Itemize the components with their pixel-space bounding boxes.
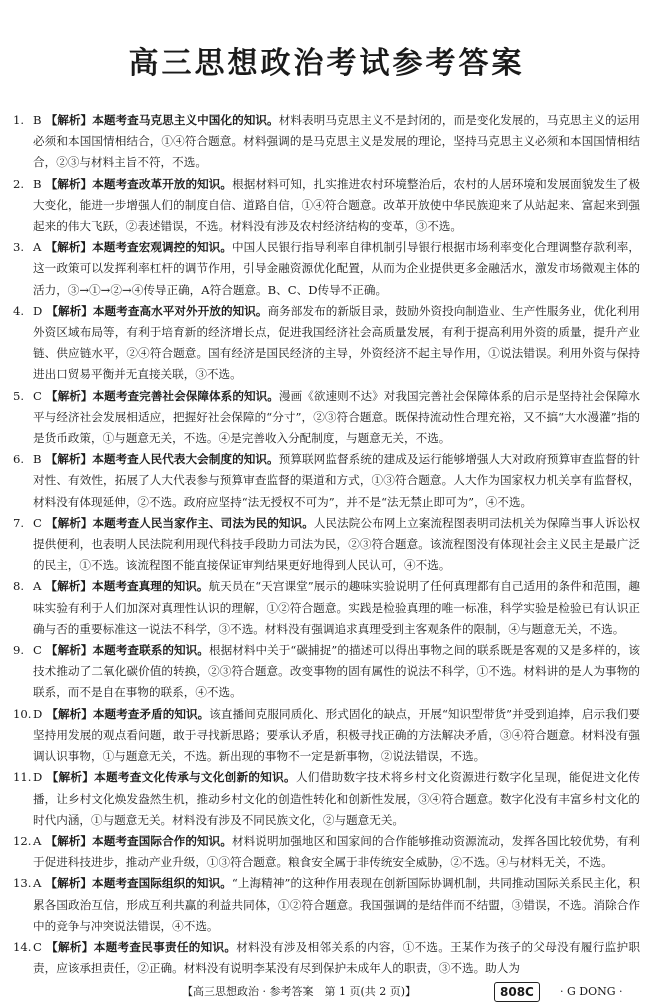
page-footer (0, 981, 653, 1003)
analysis-tag: 【解析】 (45, 939, 94, 954)
question-number: 4. (13, 303, 25, 318)
analysis-text: 该直播间克服同质化、形式固化的缺点，开展“知识型带货”并受到追捧，启示我们要坚持用发展的观点看问题，敢于寻找新思路；要承认矛盾，积极寻找正确的方法解决矛盾，③④符合题意。材料没有强调认识事物，①与题意无关，不选。新出现的事物不一定是新事物，②说法错误，不选。 (33, 706, 640, 764)
page-title: 高三思想政治考试参考答案 (128, 46, 525, 81)
question-number: 9. (13, 643, 25, 658)
answer-item (13, 449, 640, 513)
topic-statement: 本题考查高水平对外开放的知识。 (92, 303, 268, 318)
analysis-text: 根据材料可知，扎实推进农村环境整治后，农村的人居环境和发展面貌发生了极大变化，能进一步增强人们的制度自信、道路自信，①④符合题意。改革开放使中华民族迎来了从站起来、富起来到强起来的伟大飞跃，②表述错误，不选。材料没有涉及农村经济结构的变革，③不选。 (33, 176, 640, 234)
answer-letter: C (33, 388, 42, 403)
answer-letter: C (33, 939, 42, 954)
analysis-tag: 【解析】 (45, 876, 93, 891)
answer-letter: D (33, 706, 43, 721)
answer-letter: A (33, 579, 42, 594)
answer-item (13, 301, 640, 386)
analysis-text: 漫画《欲速则不达》对我国完善社会保障体系的启示是坚持社会保障水平与经济社会发展相适应，把握好社会保障的“分寸”，②③符合题意。既保持流动性合理充裕，又不搞“大水漫灌”指的是货币政策，①与题意无关，不选。④是完善收入分配制度，与题意无关，不选。 (33, 388, 640, 446)
analysis-text: 航天员在“天宫课堂”展示的趣味实验说明了任何真理都有自己适用的条件和范围，趣味实验有利于人们加深对真理性认识的理解，①②符合题意。实践是检验真理的唯一标准，科学实验是检验已有认识正确与否的重要标准这一说法不科学，③不选。材料没有强调追求真理受到主客观条件的限制，④与题意无关，不选。 (33, 579, 640, 636)
analysis-text: 根据材料中关于“碳捕捉”的描述可以得出事物之间的联系既是客观的又是多样的，该技术推动了二氧化碳价值的转换，②③符合题意。改变事物的固有属性的说法不科学，①不选。材料讲的是人为事物的联系，而不是自在事物的联系，④不选。 (33, 643, 640, 700)
answer-item (13, 704, 640, 768)
answer-letter: A (33, 876, 42, 891)
analysis-tag: 【解析】 (46, 303, 93, 318)
answer-letter: B (33, 452, 42, 467)
answer-letter: B (33, 176, 42, 191)
topic-statement: 本题考查国际组织的知识。 (92, 876, 232, 891)
paper-code-badge: 808C (494, 982, 540, 1002)
analysis-tag: 【解析】 (45, 579, 93, 594)
answer-letter: C (33, 515, 42, 530)
analysis-tag: 【解析】 (45, 113, 93, 127)
topic-statement: 本题考查联系的知识。 (92, 643, 209, 658)
answer-item (13, 386, 640, 450)
analysis-tag: 【解析】 (45, 643, 93, 658)
analysis-tag: 【解析】 (45, 388, 93, 403)
analysis-text: 人们借助数字技术将乡村文化资源进行数字化呈现，能促进文化传播，让乡村文化焕发盎然生机，推动乡村文化的创造性转化和创新性发展，③④符合题意。数字化没有丰富乡村文化的时代内涵，①与题意无关。材料没有涉及不同民族文化，②与题意无关。 (33, 770, 640, 827)
question-number: 1. (13, 113, 25, 127)
publisher-mark: · G DONG · (560, 985, 623, 998)
analysis-text: 人民法院公布网上立案流程图表明司法机关为保障当事人诉讼权提供便利，也表明人民法院利用现代科技手段助力司法为民，②③符合题意。该流程图没有体现社会主义民主是最广泛的民主，①不选。该流程图不能直接保证审判结果更好地得到人民认可，④不选。 (33, 515, 640, 573)
question-number: 10. (13, 706, 32, 721)
analysis-text: 中国人民银行指导利率自律机制引导银行根据市场利率变化合理调整存款利率，这一政策可以发挥利率杠杆的调节作用，引导金融资源优化配置，从而为企业提供更多金融活水，激发市场微观主体的活力，③→①→②→④传导正确，A符合题意。B、C、D传导不正确。 (33, 240, 640, 297)
footer-page-info: 【高三思想政治 · 参考答案 第 1 页(共 2 页)】 (182, 985, 417, 998)
answer-list (13, 110, 640, 979)
answer-item (13, 237, 640, 301)
answer-letter: A (33, 833, 42, 848)
analysis-text: 材料没有涉及相邻关系的内容，①不选。王某作为孩子的父母没有履行监护职责，应该承担责任，②正确。材料没有说明李某没有尽到保护未成年人的职责，③不选。助人为 (33, 939, 640, 976)
topic-statement: 本题考查人民当家作主、司法为民的知识。 (92, 515, 314, 530)
analysis-tag: 【解析】 (46, 706, 93, 721)
question-number: 2. (13, 176, 25, 191)
question-number: 8. (13, 579, 25, 594)
answer-item (13, 576, 640, 640)
question-number: 3. (13, 240, 25, 255)
analysis-tag: 【解析】 (45, 240, 93, 255)
analysis-text: 材料表明马克思主义不是封闭的，而是变化发展的，马克思主义的运用必须和本国国情相结合，①④符合题意。材料强调的是马克思主义是发展的理论，坚持马克思主义必须和本国国情相结合，②③与材料主旨不符，不选。 (33, 113, 640, 170)
analysis-tag: 【解析】 (46, 770, 95, 785)
topic-statement: 本题考查马克思主义中国化的知识。 (92, 113, 279, 127)
answer-item (13, 513, 640, 577)
topic-statement: 本题考查真理的知识。 (92, 579, 209, 594)
answer-letter: A (33, 240, 42, 255)
topic-statement: 本题考查宏观调控的知识。 (92, 240, 232, 255)
topic-statement: 本题考查文化传承与文化创新的知识。 (94, 770, 296, 785)
analysis-tag: 【解析】 (45, 833, 93, 848)
topic-statement: 本题考查国际合作的知识。 (92, 833, 232, 848)
question-number: 12. (13, 833, 32, 848)
answer-item (13, 937, 640, 979)
answer-item (13, 873, 640, 937)
topic-statement: 本题考查民事责任的知识。 (93, 939, 237, 954)
analysis-tag: 【解析】 (45, 515, 93, 530)
analysis-text: “上海精神”的这种作用表现在创新国际协调机制，共同推动国际关系民主化，积累各国政治互信，形成互利共赢的利益共同体，①②符合题意。我国强调的是结伴而不结盟，③错误，不选。消除合作中的竞争与冲突说法错误，④不选。 (33, 876, 640, 933)
answer-item (13, 174, 640, 238)
answer-letter: B (33, 113, 42, 127)
topic-statement: 本题考查改革开放的知识。 (92, 176, 233, 191)
question-number: 14. (13, 939, 32, 954)
analysis-text: 预算联网监督系统的建成及运行能够增强人大对政府预算审查监督的针对性、有效性，拓展了人大代表参与预算审查监督的渠道和方式，①③符合题意。人大作为国家权力机关享有监督权，材料没有体现延伸，②不选。政府应坚持“法无授权不可为”，并不是“法无禁止即可为”，④不选。 (33, 452, 640, 509)
answer-letter: D (33, 770, 43, 785)
analysis-tag: 【解析】 (45, 452, 93, 467)
question-number: 11. (13, 770, 32, 785)
answer-item (13, 640, 640, 704)
analysis-text: 材料说明加强地区和国家间的合作能够推动资源流动，发挥各国比较优势，有利于促进科技进步，推动产业升级，①③符合题意。粮食安全属于非传统安全威胁，②不选。④与材料无关，不选。 (33, 833, 640, 870)
answer-letter: C (33, 643, 42, 658)
analysis-text: 商务部发布的新版目录，鼓励外资投向制造业、生产性服务业，优化利用外资区域布局等，有利于培育新的经济增长点，促进我国经济社会高质量发展，有利于提高利用外资的质量，提升产业链、供应链水平，②④符合题意。国有经济是国民经济的主导，外资经济不起主导作用，①说法错误。利用外资与保持进出口贸易平衡并无直接关联，③不选。 (33, 303, 640, 382)
answer-letter: D (33, 303, 43, 318)
answer-item (13, 767, 640, 831)
question-number: 5. (13, 388, 25, 403)
question-number: 13. (13, 876, 32, 891)
question-number: 6. (13, 452, 25, 467)
answer-item (13, 110, 640, 174)
answer-item (13, 831, 640, 873)
topic-statement: 本题考查完善社会保障体系的知识。 (92, 388, 279, 403)
topic-statement: 本题考查人民代表大会制度的知识。 (92, 452, 279, 467)
question-number: 7. (13, 515, 25, 530)
analysis-tag: 【解析】 (45, 176, 93, 191)
topic-statement: 本题考查矛盾的知识。 (92, 706, 210, 721)
